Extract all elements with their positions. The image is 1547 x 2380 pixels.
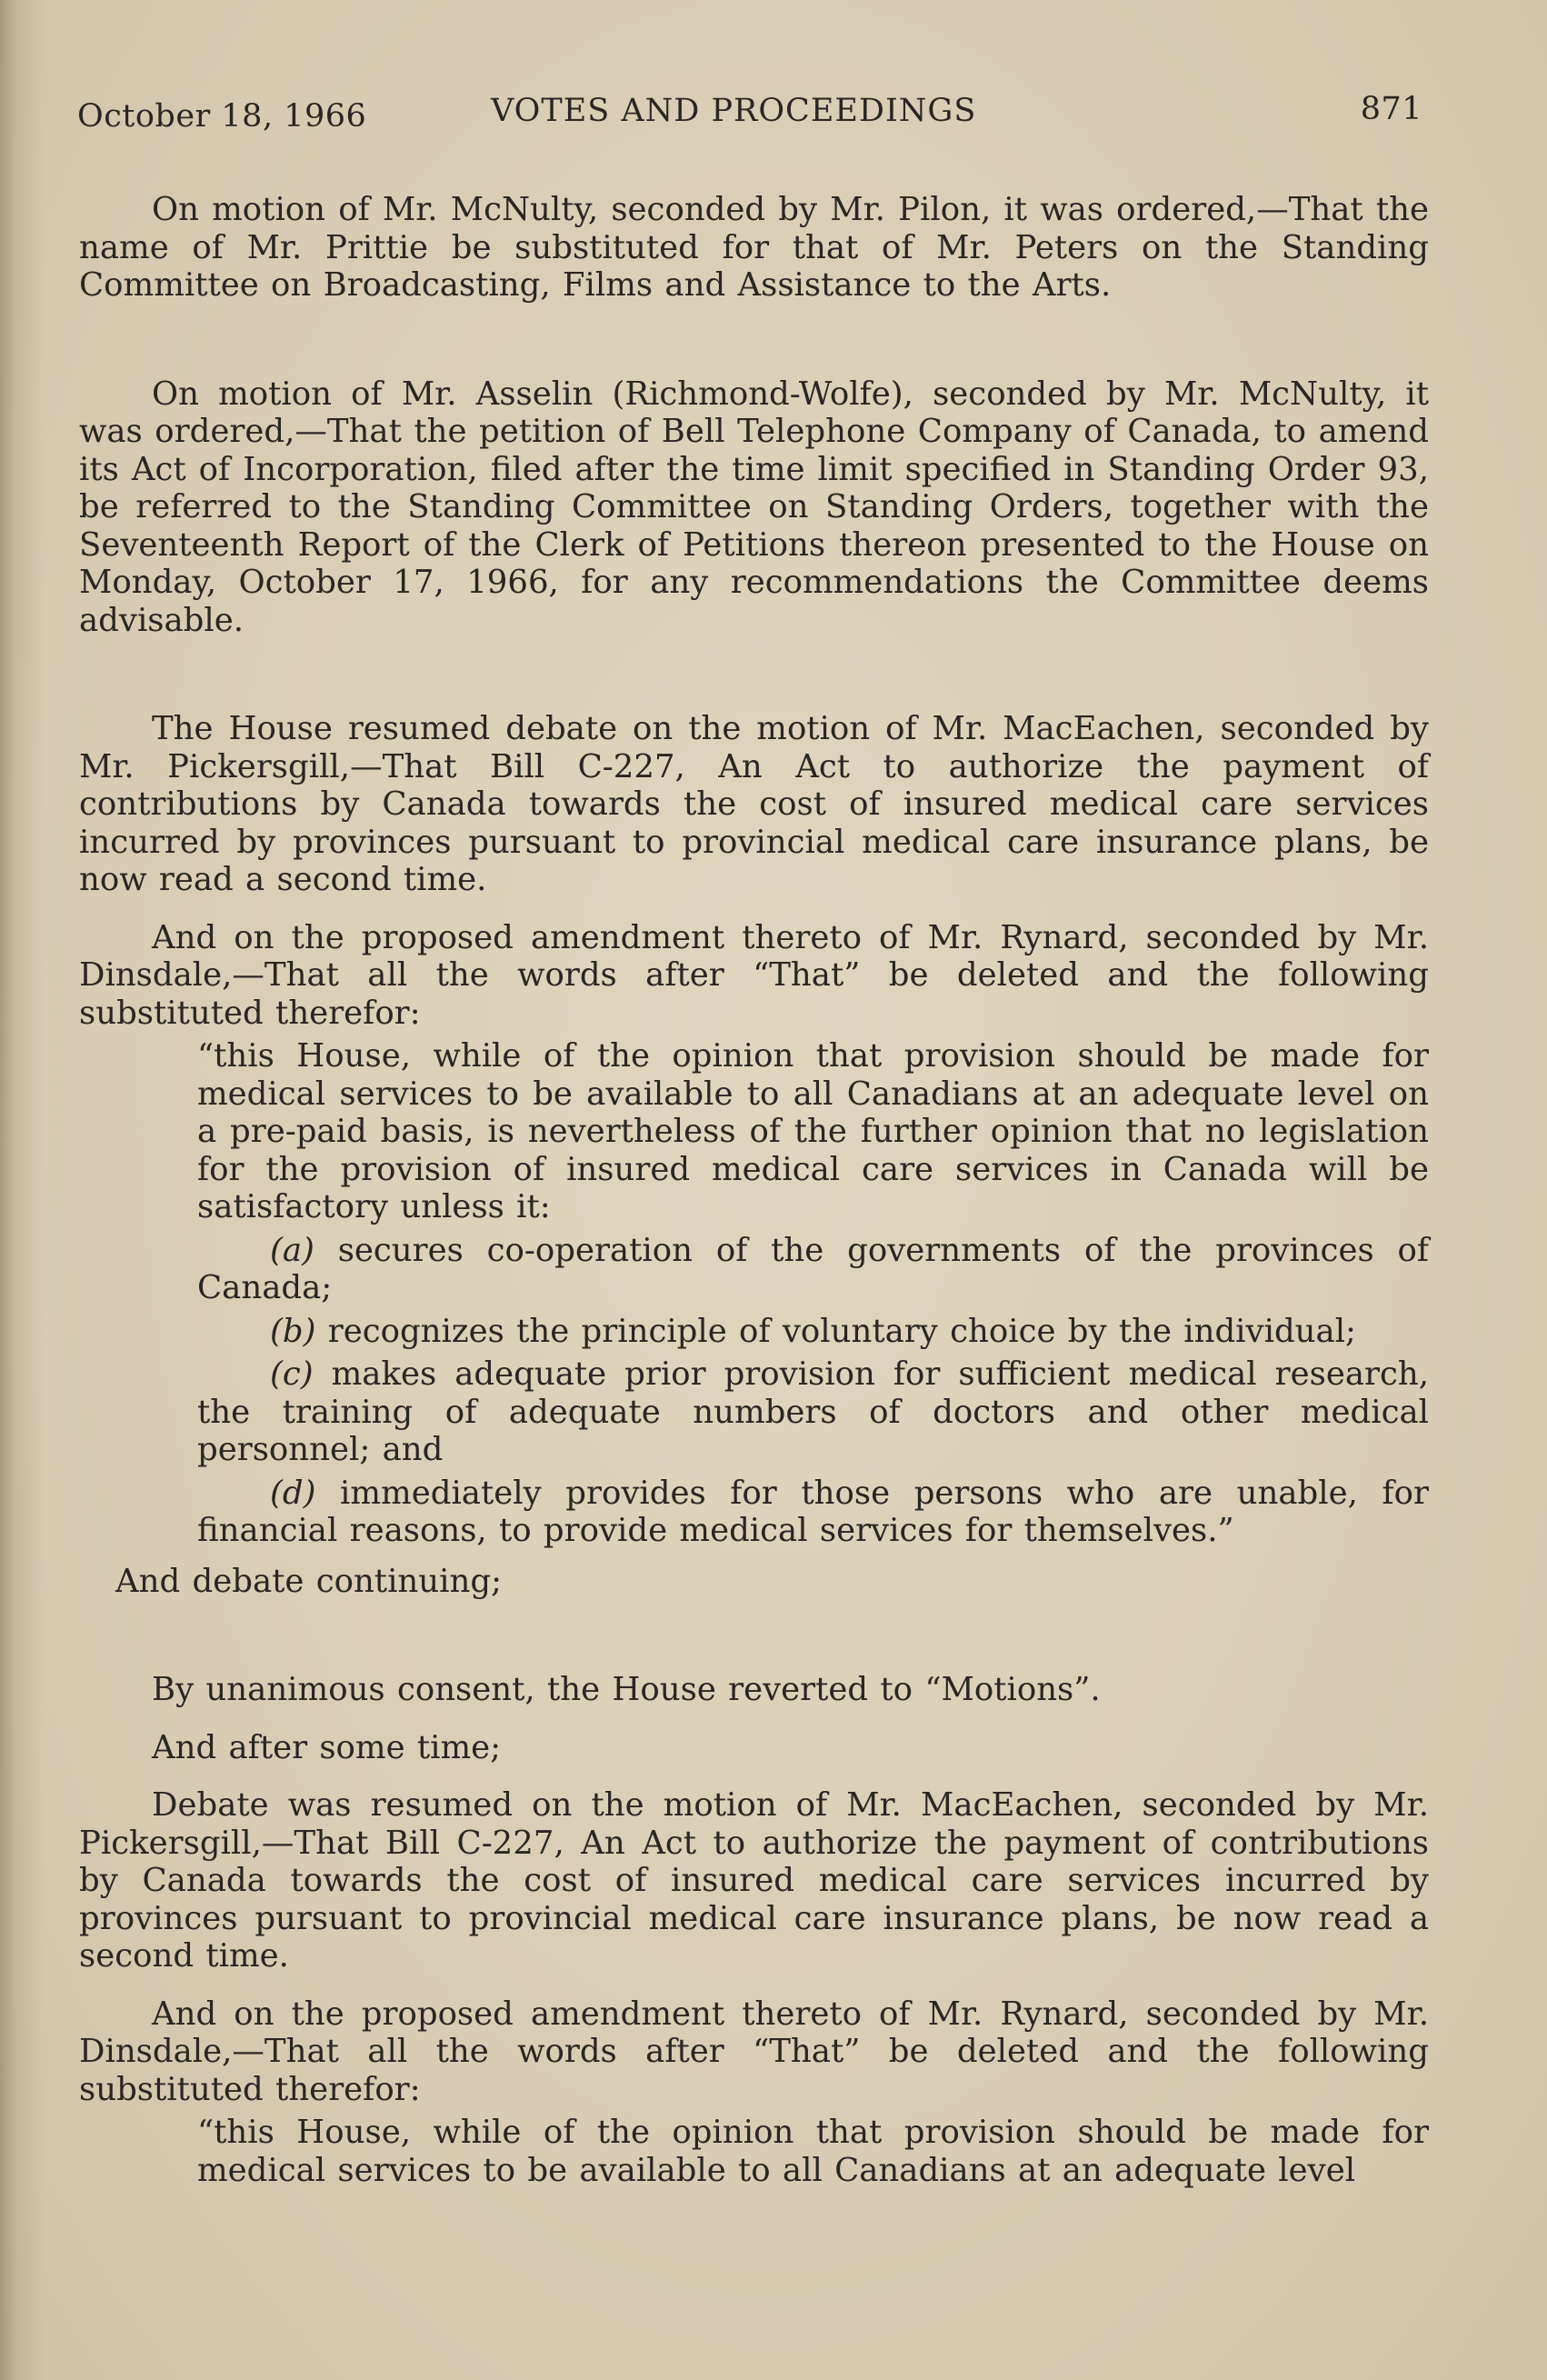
amendment-quote: “this House, while of the opinion that provision should be made for medical services to be available to all Canadians at an adequate level on a pre-paid basis, is nevertheless of the further opinion that no legislation for the provision of insured medical care services in Canada will be satisfactory unless it: (197, 1037, 1429, 1225)
paragraph-debate-was-resumed: Debate was resumed on the motion of Mr. MacEachen, seconded by Mr. Pickersgill,—That Bill C-227, An Act to authorize the payment of contributions by Canada towards the cost of insured medical care services incurred by provinces pursuant to provincial medical care insurance plans, be now read a second time. (79, 1786, 1429, 1975)
amendment-item-a (79, 1232, 1429, 1307)
item-d-label: (d) (270, 1474, 316, 1512)
amendment-item-b (79, 1313, 1429, 1351)
paragraph-bell-telephone-petition: On motion of Mr. Asselin (Richmond-Wolfe), seconded by Mr. McNulty, it was ordered,—That the petition of Bell Telephone Company of Canada, to amend its Act of Incorporation, filed after the time limit specified in Standing Order 93, be referred to the Standing Committee on Standing Orders, together with the Seventeenth Report of the Clerk of Petitions thereon presented to the House on Monday, October 17, 1966, for any recommendations the Committee deems advisable. (79, 375, 1429, 639)
header-title: VOTES AND PROCEEDINGS (491, 93, 977, 129)
paragraph-debate-resumed: The House resumed debate on the motion of Mr. MacEachen, seconded by Mr. Pickersgill,—That Bill C-227, An Act to authorize the payment of contributions by Canada towards the cost of insured medical care services incurred by provinces pursuant to provincial medical care insurance plans, be now read a second time. (79, 710, 1429, 898)
item-a-text: secures co-operation of the governments of the provinces of Canada; (197, 1231, 1429, 1306)
amendment-item-d (79, 1475, 1429, 1550)
paragraph-proposed-amendment: And on the proposed amendment thereto of Mr. Rynard, seconded by Mr. Dinsdale,—That all the words after “That” be deleted and the following substituted therefor: (79, 918, 1429, 1032)
amendment-quote-2: “this House, while of the opinion that provision should be made for medical services to be available to all Canadians at an adequate level (197, 2114, 1429, 2189)
item-b-label: (b) (270, 1312, 316, 1350)
header-date: October 18, 1966 (77, 98, 367, 135)
paragraph-after-some-time: And after some time; (152, 1728, 502, 1766)
paragraph-prittie-substitution: On motion of Mr. McNulty, seconded by Mr. Pilon, it was ordered,—That the name of Mr. Prittie be substituted for that of Mr. Peters on the Standing Committee on Broadcasting, Films and Assistance to the Arts. (79, 191, 1429, 304)
item-c-label: (c) (270, 1355, 314, 1393)
paragraph-debate-continuing: And debate continuing; (115, 1562, 503, 1600)
paragraph-proposed-amendment-2: And on the proposed amendment thereto of Mr. Rynard, seconded by Mr. Dinsdale,—That all the words after “That” be deleted and the following substituted therefor: (79, 1995, 1429, 2108)
item-d-text: immediately provides for those persons who are unable, for financial reasons, to provide medical services for themselves.” (197, 1474, 1429, 1549)
running-header (77, 91, 1422, 145)
amendment-item-c (79, 1355, 1429, 1469)
item-a-label: (a) (270, 1231, 314, 1269)
paragraph-unanimous-consent: By unanimous consent, the House reverted to “Motions”. (152, 1671, 1101, 1708)
item-c-text: makes adequate prior provision for sufficient medical research, the training of adequate numbers of doctors and other medical personnel; and (197, 1355, 1429, 1468)
item-b-text: recognizes the principle of voluntary choice by the individual; (315, 1312, 1357, 1350)
page-body (79, 191, 1429, 2189)
page-number: 871 (1360, 91, 1422, 127)
